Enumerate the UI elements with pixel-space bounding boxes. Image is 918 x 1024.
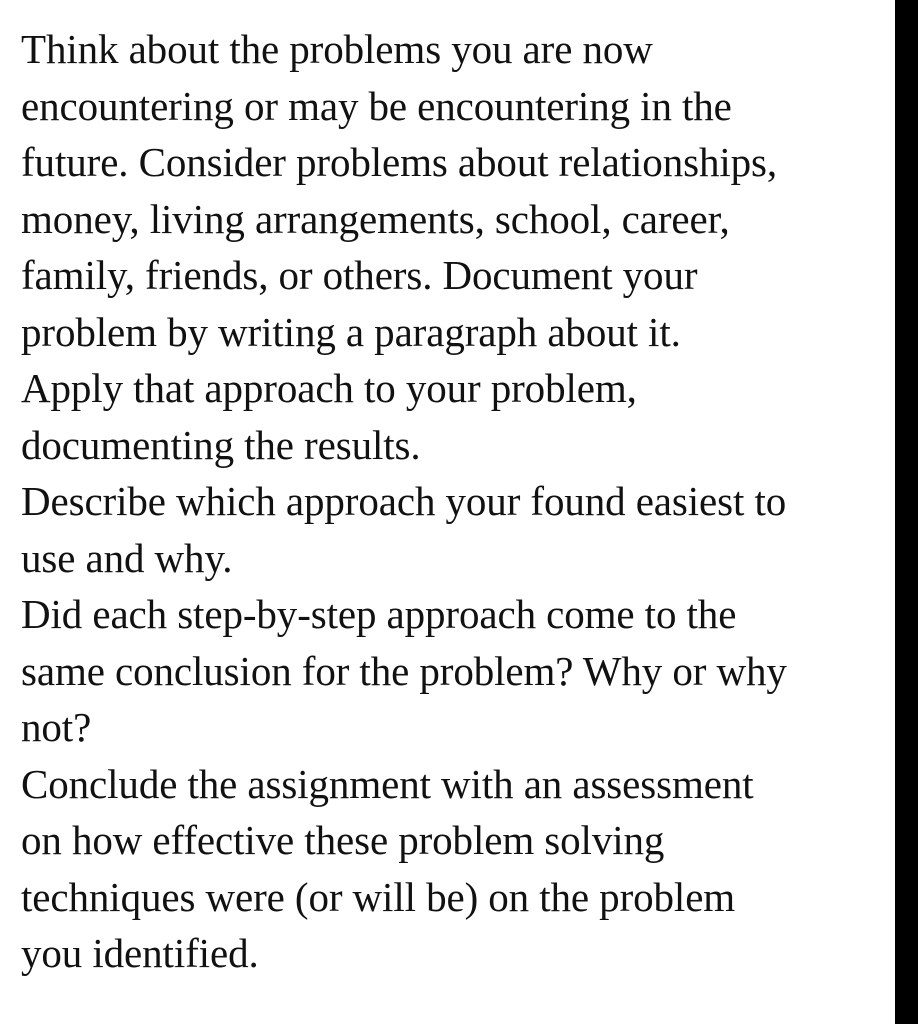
text-line: same conclusion for the problem? Why or why <box>21 647 787 694</box>
text-line: use and why. <box>21 534 233 581</box>
text-line: encountering or may be encountering in the <box>21 82 732 129</box>
text-line: Describe which approach your found easiest to <box>21 478 787 524</box>
text-line: Apply that approach to your problem, <box>21 365 637 411</box>
text-line: future. Consider problems about relationships, <box>21 139 778 185</box>
text-line: documenting the results. <box>21 421 421 468</box>
text-line: problem by writing a paragraph about it. <box>21 308 681 355</box>
text-line: on how effective these problem solving <box>21 817 665 863</box>
text-line: Did each step-by-step approach come to the <box>21 591 737 637</box>
right-edge-bar <box>895 0 918 1024</box>
text-line: techniques were (or will be) on the problem <box>21 873 736 920</box>
text-line: family, friends, or others. Document your <box>21 252 698 298</box>
text-line: Conclude the assignment with an assessment <box>21 760 754 807</box>
text-line: Think about the problems you are now <box>21 26 653 72</box>
assignment-text <box>21 21 881 982</box>
text-line: not? <box>21 704 92 750</box>
text-line: you identified. <box>21 930 259 976</box>
text-line: money, living arrangements, school, career, <box>21 195 730 242</box>
